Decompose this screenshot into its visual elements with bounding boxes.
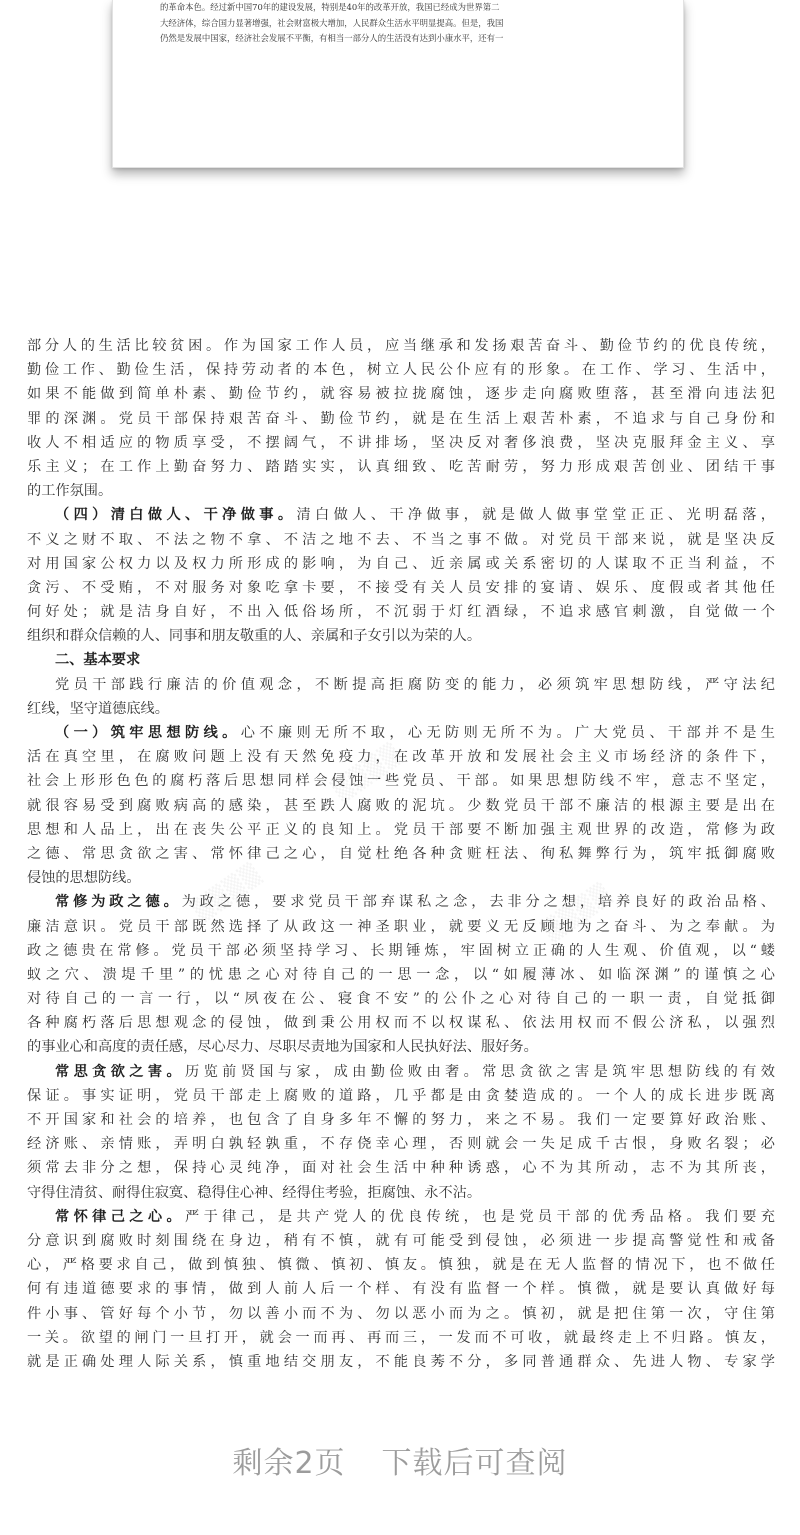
document-line [27,915,775,939]
line-text: 各种腐朽落后思想观念的侵蚀，做到秉公用权而不以权谋私、依法用权而不假公济私，以强烈 [27,1015,775,1032]
line-text: 就是正确处理人际关系，慎重地结交朋友，不能良莠不分，多同普通群众、先进人物、专家学 [27,1353,775,1370]
line-text: 分意识到腐败时刻围绕在身边，稍有不慎，就有可能受到侵蚀，必须进一步提高警觉性和戒备 [27,1232,775,1249]
document-line [27,624,775,648]
line-text: 对用国家公权力以及权力所形成的影响，为自己、近亲属或关系密切的人谋取不正当利益，不 [27,555,775,572]
download-hint-label[interactable]: 下载后可查阅 [381,1446,568,1481]
line-text: 心不廉则无所不取，心无防则无所不为。广大党员、干部并不是生 [240,725,775,741]
document-line [27,382,775,406]
line-text: 一关。欲望的闸门一旦打开，就会一而再、再而三，一发而不可收，就最终走上不归路。慎友， [27,1329,775,1346]
line-text: 须常去非分之想，保持心灵纯净，面对社会生活中种种诱惑，心不为其所动，志不为其所丧， [27,1160,775,1177]
line-text: 活在真空里，在腐败问题上没有天然免疫力，在改革开放和发展社会主义市场经济的条件下， [27,749,775,766]
document-line [27,528,775,552]
line-text: 政之德贵在常修。党员干部必须坚持学习、长期锤炼，牢固树立正确的人生观、价值观，以“蝼 [27,942,775,959]
section-heading: 常修为政之德。 [55,894,182,911]
line-text: 的事业心和高度的责任感，尽心尽力、尽职尽责地为国家和人民执好法、服好务。 [27,1039,538,1056]
document-line [27,794,775,818]
line-text: 侵蚀的思想防线。 [27,870,141,887]
line-text: 不开国家和社会的培养，也包含了自身多年不懈的努力，来之不易。我们一定要算好政治账、 [27,1112,775,1128]
document-line [27,890,775,914]
line-text: 组织和群众信赖的人、同事和朋友敬重的人、亲属和子女引以为荣的人。 [27,628,482,645]
document-line [27,407,775,431]
document-line [27,431,775,455]
document-line [27,1350,775,1374]
line-text: 如果不能做到简单朴素、勤俭节约，就容易被拉拢腐蚀，逐步走向腐败堕落，甚至滑向违法犯 [27,386,775,403]
line-text: 严于律己，是共产党人的优良传统，也是党员干部的优秀品格。我们要充 [185,1208,775,1225]
document-line [27,1132,775,1156]
line-text: 何有违道德要求的事情，做到人前人后一个样、有没有监督一个样。慎微，就是要认真做好每 [27,1281,775,1298]
document-line [27,1181,775,1205]
line-text: 不义之财不取、不法之物不拿、不洁之地不去、不当之事不做。对党员干部来说，就是坚决反 [27,531,775,548]
line-text: 经济账、亲情账，弄明白孰轻孰重，不存侥幸心理，否则就会一失足成千古恨，身败名裂；必 [27,1136,775,1153]
watermark: ▒▒▒▒ [189,860,267,925]
section-heading: 常思贪欲之害。 [55,1063,186,1080]
line-text: 社会上形形色色的腐朽落后思想同样会侵蚀一些党员、干部。如果思想防线不牢，意志不坚定， [27,773,775,790]
document-line [27,745,775,769]
document-line [27,1011,775,1035]
section-heading: 常怀律己之心。 [55,1208,186,1225]
document-line [27,576,775,600]
line-text: 件小事、管好每个小节，勿以善小而不为、勿以恶小而为之。慎初，就是把住第一次，守住第 [27,1305,775,1322]
line-text: 罪的深渊。党员干部保持艰苦奋斗、勤俭节约，就是在生活上艰苦朴素，不追求与自己身份和 [27,410,775,427]
document-line [27,1205,775,1229]
document-body [27,334,775,1374]
document-line [27,358,775,382]
section-heading: （一）筑牢思想防线。 [55,725,241,741]
line-text: 勤俭工作、勤俭生活，保持劳动者的本色，树立人民公仆应有的形象。在工作、学习、生活中， [27,362,775,379]
line-text: 心，严格要求自己，做到慎独、慎微、慎初、慎友。慎独，就是在无人监督的情况下，也不做任 [27,1257,775,1274]
document-line [27,334,775,358]
document-line [27,648,775,672]
section-heading: 二、基本要求 [55,652,141,669]
line-text: 保证。事实证明，党员干部走上腐败的道路，几乎都是由贪婪造成的。一个人的成长进步既离 [27,1087,775,1104]
line-text: 对待自己的一言一行，以“夙夜在公、寝食不安”的公仆之心对待自己的一职一责，自觉抵御 [27,991,775,1008]
line-text: 何好处；就是洁身自好，不出入低俗场所，不沉弱于灯红酒绿，不追求感官刺激，自觉做一个 [27,604,775,621]
preview-line: 大经济体，综合国力显著增强，社会财富极大增加，人民群众生活水平明显提高。但是，我国 [160,17,504,28]
watermark: ▒▒▒▒ [539,880,617,945]
document-line [27,552,775,576]
line-text: 党员干部践行廉洁的价值观念，不断提高拒腐防变的能力，必须筑牢思想防线，严守法纪 [55,676,775,693]
document-line [27,1060,775,1084]
preview-line: 仍然是发展中国家，经济社会发展不平衡，有相当一部分人的生活没有达到小康水平，还有一 [160,33,504,43]
line-text: 历览前贤国与家，成由勤俭败由奢。常思贪欲之害是筑牢思想防线的有效 [185,1063,775,1080]
download-banner[interactable] [0,1438,800,1482]
document-preview-card [112,0,684,168]
line-text: 蚁之穴、溃堤千里”的忧患之心对待自己的一思一念，以“如履薄冰、如临深渊”的谨慎之心 [27,966,775,983]
line-text: 廉洁意识。党员干部既然选择了从政这一神圣职业，就要义无反顾地为之奋斗、为之奉献。为 [27,918,775,935]
document-line [27,963,775,987]
document-line [27,1326,775,1350]
document-line [27,1108,775,1132]
line-text: 收人不相适应的物质享受，不摆阔气，不讲排场，坚决反对奢侈浪费，坚决克服拜金主义、享 [27,434,775,451]
document-line [27,503,775,527]
preview-line: 的革命本色。经过新中国70年的建设发展，特别是40年的改革开放，我国已经成为世界第二 [160,2,500,12]
document-line [27,673,775,697]
line-text: 清白做人、干净做事，就是做人做事堂堂正正、光明磊落， [296,507,775,524]
watermark: ▒▒▒▒ [329,740,407,805]
line-text: 之德、常思贪欲之害、常怀律己之心，自觉杜绝各种贪赃枉法、徇私舞弊行为，筑牢抵御腐败 [27,845,775,862]
document-line [27,1277,775,1301]
remaining-pages-label: 剩余2页 [232,1446,346,1481]
line-text: 为政之德，要求党员干部弃谋私之念，去非分之想，培养良好的政治品格、 [181,894,775,911]
document-line [27,842,775,866]
document-line [27,818,775,842]
line-text: 就很容易受到腐败病高的感染，甚至跌人腐败的泥坑。少数党员干部不廉洁的根源主要是出在 [27,797,775,814]
document-line [27,455,775,479]
document-line [27,1084,775,1108]
line-text: 的工作氛围。 [27,483,113,500]
document-line [27,939,775,963]
document-line [27,1156,775,1180]
line-text: 部分人的生活比较贫困。作为国家工作人员，应当继承和发扬艰苦奋斗、勤俭节约的优良传统， [27,338,775,354]
line-text: 乐主义；在工作上勤奋努力、踏踏实实，认真细致、吃苦耐劳，努力形成艰苦创业、团结干事 [27,458,775,475]
document-line [27,697,775,721]
section-heading: （四）清白做人、干净做事。 [55,507,297,524]
document-line [27,600,775,624]
document-line [27,1035,775,1059]
document-line [27,479,775,503]
document-line [27,1302,775,1326]
line-text: 守得住清贫、耐得住寂寞、稳得住心神、经得住考验，拒腐蚀、永不沾。 [27,1184,482,1201]
document-line [27,866,775,890]
document-line [27,1253,775,1277]
document-line [27,1229,775,1253]
line-text: 贪污、不受贿，不对服务对象吃拿卡要，不接受有关人员安排的宴请、娱乐、度假或者其他任 [27,579,775,596]
document-line [27,769,775,793]
preview-text [160,0,650,47]
document-line [27,721,775,745]
document-line [27,987,775,1011]
line-text: 红线，坚守道德底线。 [27,700,169,717]
line-text: 思想和人品上，出在丧失公平正义的良知上。党员干部要不断加强主观世界的改造，常修为政 [27,821,775,838]
